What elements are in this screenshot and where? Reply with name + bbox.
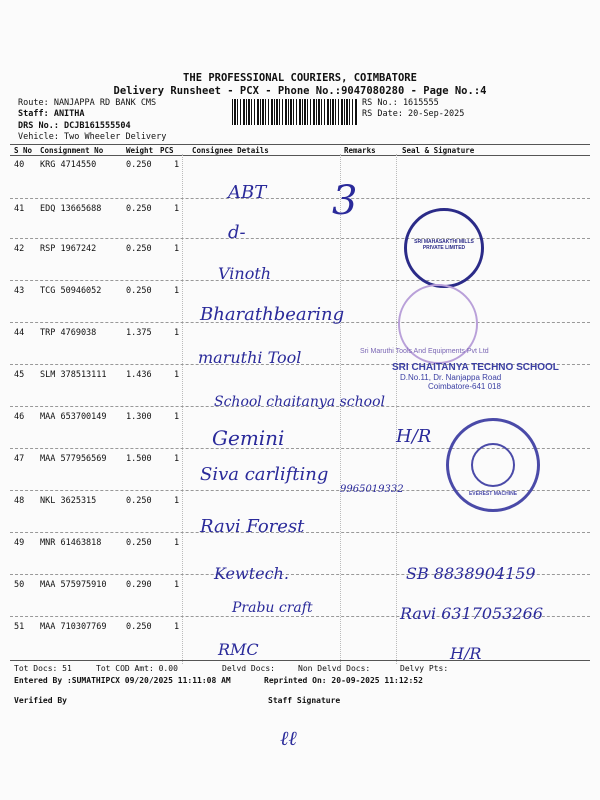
row-weight: 0.250 [126,538,152,548]
handwritten-consignee: d- [228,222,246,243]
handwritten-consignee: Ravi Forest [200,516,305,537]
row-pcs: 1 [174,160,180,170]
row-weight: 0.250 [126,244,152,254]
row-pcs: 1 [174,370,180,380]
handwritten-consignee: Prabu craft [232,600,313,616]
non-delivered-docs: Non Delvd Docs: [298,664,371,673]
row-consignment: MNR 61463818 [40,538,102,548]
table-row [14,204,586,216]
row-pcs: 1 [174,328,180,338]
row-pcs: 1 [174,204,180,214]
rs-date: RS Date: 20-Sep-2025 [362,109,465,119]
col-weight: Weight [126,146,154,155]
handwritten-consignee: ABT [228,182,267,203]
drs-number: DRS No.: DCJB161555504 [18,121,131,131]
row-weight: 1.436 [126,370,152,380]
row-weight: 0.250 [126,622,152,632]
footer-rule [10,660,590,661]
total-docs: Tot Docs: 51 [14,664,72,673]
row-consignment: TCG 50946052 [40,286,102,296]
handwritten-mark: 3 [332,178,358,224]
table-row [14,328,586,340]
handwritten-consignee: Kewtech. [214,564,289,583]
handwritten-consignee: RMC [218,640,259,659]
reprinted-on: Reprinted On: 20-09-2025 11:12:52 [264,676,423,685]
header-rule-top [10,144,590,145]
row-consignment: EDQ 13665688 [40,204,102,214]
row-weight: 0.250 [126,286,152,296]
row-consignment: NKL 3625315 [40,496,97,506]
row-consignment: MAA 577956569 [40,454,107,464]
barcode [232,99,358,125]
row-sno: 43 [14,286,25,296]
handwritten-phone: 9965019332 [340,484,404,495]
handwritten-remark: H/R [396,426,432,447]
row-sno: 42 [14,244,25,254]
handwritten-consignee: Bharathbearing [200,304,345,325]
row-pcs: 1 [174,244,180,254]
col-consignee: Consignee Details [192,146,269,155]
row-sno: 51 [14,622,25,632]
row-sno: 47 [14,454,25,464]
row-weight: 0.290 [126,580,152,590]
table-row [14,160,586,172]
row-consignment: RSP 1967242 [40,244,97,254]
mills-stamp [404,208,484,288]
company-name: THE PROFESSIONAL COURIERS, COIMBATORE [183,72,417,84]
staff: Staff: ANITHA [18,109,85,119]
school-stamp [392,362,588,391]
table-row [14,622,586,634]
handwritten-consignee: Siva carlifting [200,464,329,485]
row-consignment: TRP 4769038 [40,328,97,338]
row-weight: 1.500 [126,454,152,464]
row-sno: 48 [14,496,25,506]
vehicle: Vehicle: Two Wheeler Delivery [18,132,167,142]
table-row [14,538,586,550]
row-pcs: 1 [174,412,180,422]
row-consignment: MAA 710307769 [40,622,107,632]
tools-stamp-text: Sri Maruthi Tools And Equipments Pvt Ltd [360,348,489,355]
delivered-docs: Delvd Docs: [222,664,275,673]
row-sno: 44 [14,328,25,338]
rs-number: RS No.: 1615555 [362,98,439,108]
staff-signature: ℓℓ [280,726,297,750]
col-remarks: Remarks [344,146,376,155]
delivery-points: Delvy Pts: [400,664,449,673]
col-consignment: Consignment No [40,146,104,155]
row-consignment: SLM 378513111 [40,370,107,380]
row-sno: 49 [14,538,25,548]
row-pcs: 1 [174,538,180,548]
row-sno: 41 [14,204,25,214]
row-weight: 0.250 [126,496,152,506]
school-stamp-addr1: D.No.11, Dr. Nanjappa Road [400,373,502,382]
row-divider [10,280,590,281]
header-rule-bottom [10,155,590,156]
row-consignment: KRG 4714550 [40,160,97,170]
row-sno: 46 [14,412,25,422]
col-pcs: PCS [160,146,174,155]
row-weight: 0.250 [126,204,152,214]
row-sno: 45 [14,370,25,380]
row-pcs: 1 [174,454,180,464]
handwritten-consignee: School chaitanya school [214,394,385,410]
row-consignment: MAA 653700149 [40,412,107,422]
everest-stamp [446,418,540,512]
handwritten-consignee: maruthi Tool [198,348,302,367]
row-divider [10,238,590,239]
row-weight: 1.300 [126,412,152,422]
row-consignment: MAA 575975910 [40,580,107,590]
row-weight: 1.375 [126,328,152,338]
handwritten-remark: Ravi 6317053266 [400,604,543,623]
everest-stamp-text: EVEREST MACHINE [468,491,518,497]
everest-stamp-inner [471,443,515,487]
school-stamp-addr2: Coimbatore-641 018 [428,382,501,391]
school-stamp-name: SRI CHAITANYA TECHNO SCHOOL [392,362,559,373]
mills-stamp-text: SRI MAHASAKTHI MILLS PRIVATE LIMITED [414,239,474,251]
handwritten-consignee: Gemini [212,426,285,450]
row-sno: 50 [14,580,25,590]
handwritten-remark: SB 8838904159 [406,564,536,583]
route: Route: NANJAPPA RD BANK CMS [18,98,157,108]
table-row [14,244,586,256]
table-row [14,286,586,298]
entered-by: Entered By :SUMATHIPCX 09/20/2025 11:11:08 AM [14,676,231,685]
handwritten-remark: H/R [450,644,482,663]
row-pcs: 1 [174,580,180,590]
staff-signature-label: Staff Signature [268,696,341,705]
row-sno: 40 [14,160,25,170]
row-divider [10,198,590,199]
row-pcs: 1 [174,286,180,296]
col-seal: Seal & Signature [402,146,475,155]
handwritten-consignee: Vinoth [218,264,272,283]
total-cod: Tot COD Amt: 0.00 [96,664,178,673]
row-pcs: 1 [174,496,180,506]
row-pcs: 1 [174,622,180,632]
runsheet-title: Delivery Runsheet - PCX - Phone No.:9047080280 - Page No.:4 [113,85,487,97]
verified-by: Verified By [14,696,67,705]
row-weight: 0.250 [126,160,152,170]
col-sno: S No [14,146,33,155]
